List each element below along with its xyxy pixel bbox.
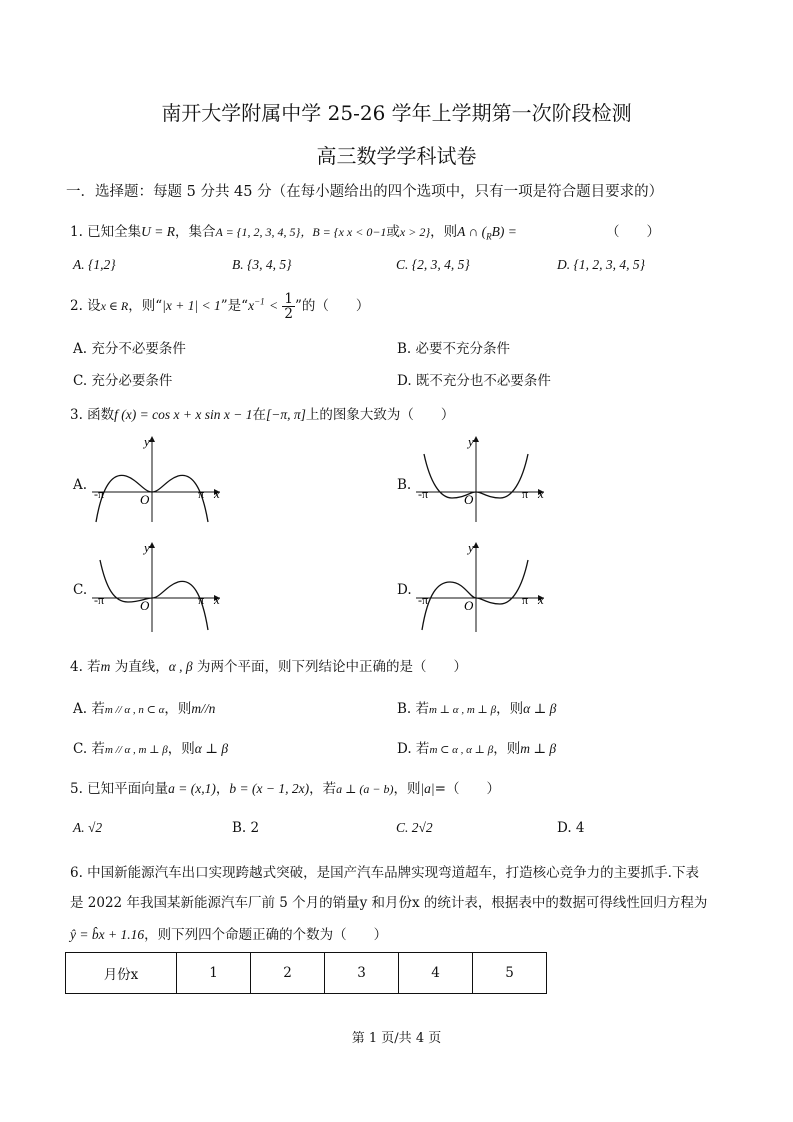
- q6-regression-eq: ŷ = b̂x + 1.16: [70, 927, 145, 942]
- q3-stem-b: 在: [252, 407, 266, 423]
- table-cell: 2: [251, 953, 325, 994]
- q6-line-1: 6. 中国新能源汽车出口实现跨越式突破，是国产汽车品牌实现弯道超车，打造核心竞争力的主要抓手.下表: [70, 865, 699, 881]
- q2-pow-sup: −1: [254, 296, 265, 307]
- q4-stem-a: 4. 若: [70, 659, 101, 675]
- q1-or: 或: [386, 224, 400, 240]
- table-cell: 4: [399, 953, 473, 994]
- graph-a-label[interactable]: A.: [73, 477, 88, 493]
- graph-c-pi: π: [198, 593, 205, 607]
- q4-d-cond: m ⊂ α , α ⊥ β: [429, 744, 494, 756]
- q2-pow: x: [248, 298, 255, 313]
- q4-b-cond: m ⊥ α , m ⊥ β: [429, 704, 497, 716]
- graph-b-x-label: x: [538, 486, 544, 501]
- graph-d-x-label: x: [538, 592, 544, 607]
- q4-a-label: A. 若: [73, 701, 105, 717]
- q1-option-a[interactable]: A. {1,2}: [73, 257, 116, 272]
- q2-option-b[interactable]: B. 必要不充分条件: [397, 341, 511, 357]
- q1-set-b: ，B = {x x < 0−1: [300, 225, 387, 239]
- q4-option-a[interactable]: [73, 697, 215, 717]
- q5-norm: |a|: [420, 781, 435, 796]
- q2-frac-num: 1: [284, 291, 293, 307]
- graph-d-origin: O: [464, 598, 474, 613]
- q4-b-then: ，则: [496, 701, 524, 717]
- graph-b-neg-pi: -π: [418, 487, 429, 501]
- q1-then: ，则: [430, 224, 458, 240]
- graph-d-label[interactable]: D.: [397, 582, 412, 598]
- q4-a-then: ，则: [164, 701, 192, 717]
- graph-a[interactable]: [86, 432, 226, 524]
- q3-stem-c: 上的图象大致为（ ）: [305, 407, 455, 423]
- graph-b[interactable]: [410, 432, 550, 524]
- q2-stem-a: 2. 设: [70, 298, 101, 314]
- graph-d-neg-pi: -π: [418, 593, 429, 607]
- q2-fraction: [282, 292, 295, 321]
- q4-c-then: ，则: [167, 741, 195, 757]
- q4-d-then: ，则: [493, 741, 521, 757]
- graph-c-y-label: y: [144, 540, 150, 555]
- question-1-stem: [70, 220, 517, 242]
- q5-option-a[interactable]: A. √2: [73, 820, 103, 835]
- q4-stem-c: 为两个平面，则下列结论中正确的是（ ）: [192, 659, 467, 675]
- q1-option-c[interactable]: C. {2, 3, 4, 5}: [396, 257, 470, 272]
- q5-stem-a: 5. 已知平面向量: [70, 781, 169, 797]
- q4-option-d[interactable]: [397, 737, 556, 757]
- q4-c-concl: α ⊥ β: [194, 741, 229, 756]
- q5-perp: a ⊥ (a − b): [336, 782, 394, 796]
- q5-option-b[interactable]: B. 2: [232, 820, 260, 836]
- q2-frac-den: 2: [284, 306, 293, 322]
- q4-c-cond: m // α , m ⊥ β: [104, 744, 168, 756]
- page-subtitle: 高三数学学科试卷: [316, 144, 477, 168]
- q4-b-label: B. 若: [397, 701, 430, 717]
- q1-stem-a: 1. 已知全集: [70, 224, 142, 240]
- graph-d[interactable]: [410, 538, 550, 634]
- graph-b-pi: π: [522, 487, 529, 501]
- q4-stem-b: 为直线，: [110, 659, 169, 675]
- table-row: [66, 953, 547, 994]
- graph-a-pi: π: [198, 487, 205, 501]
- q4-d-concl: m ⊥ β: [520, 741, 557, 756]
- graph-c-label[interactable]: C.: [73, 582, 88, 598]
- graph-c-origin: O: [140, 598, 150, 613]
- q3-interval: [−π, π]: [265, 407, 306, 422]
- q5-stem-b: ，若: [309, 781, 337, 797]
- graph-a-neg-pi: -π: [94, 487, 105, 501]
- q1-option-d[interactable]: D. {1, 2, 3, 4, 5}: [557, 257, 646, 272]
- q6-line-3-text: ，则下列四个命题正确的个数为（ ）: [144, 927, 388, 943]
- q2-abs-expr: |x + 1| < 1: [162, 298, 221, 313]
- q1-stem-b: ，集合: [175, 224, 216, 240]
- q4-d-label: D. 若: [397, 741, 430, 757]
- graph-c-x-label: x: [214, 592, 220, 607]
- graph-d-y-label: y: [468, 540, 474, 555]
- graph-a-x-label: x: [214, 486, 220, 501]
- q4-option-b[interactable]: [397, 697, 556, 717]
- q2-option-a[interactable]: A. 充分不必要条件: [73, 341, 186, 357]
- question-4-stem: [70, 655, 467, 675]
- q4-a-concl: m//n: [191, 701, 216, 716]
- q1-cond: x > 2}: [399, 225, 431, 239]
- q2-option-c[interactable]: C. 充分必要条件: [73, 373, 173, 389]
- q4-option-c[interactable]: [73, 737, 228, 757]
- q4-a-cond: m // α , n ⊂ α: [104, 704, 165, 716]
- graph-c[interactable]: [86, 538, 226, 634]
- graph-b-y-label: y: [468, 434, 474, 449]
- q4-c-label: C. 若: [73, 741, 105, 757]
- q2-stem-c: ”是“: [220, 298, 249, 314]
- q2-stem-b: ，则“: [128, 298, 163, 314]
- q4-ab: α , β: [168, 659, 193, 674]
- q1-answer-paren: （ ）: [606, 224, 660, 240]
- q1-expr2: B) =: [491, 224, 517, 239]
- q2-stem-d: ”的（ ）: [294, 298, 370, 314]
- question-5-stem: [70, 777, 500, 797]
- section-heading: 一．选择题：每题 5 分共 45 分（在每小题给出的四个选项中，只有一项是符合题目要求的）: [66, 184, 664, 200]
- q5-vec-a: a = (x,1): [168, 781, 216, 796]
- q1-universal-set: U = R: [141, 224, 176, 239]
- q6-line-3: [70, 923, 387, 943]
- graph-d-pi: π: [522, 593, 529, 607]
- q5-option-d[interactable]: D. 4: [557, 820, 585, 836]
- question-2-stem: [70, 292, 369, 321]
- table-cell: 1: [177, 953, 251, 994]
- graph-b-origin: O: [464, 492, 474, 507]
- q5-comma: ，: [215, 781, 230, 797]
- graph-c-neg-pi: -π: [94, 593, 105, 607]
- q3-function: f (x) = cos x + x sin x − 1: [114, 407, 253, 422]
- q4-b-concl: α ⊥ β: [523, 701, 557, 716]
- q1-expr: A ∩ (: [457, 224, 487, 239]
- q2-lt: <: [268, 298, 279, 313]
- question-3-stem: [70, 403, 454, 423]
- q1-option-b[interactable]: B. {3, 4, 5}: [232, 257, 292, 272]
- q5-option-c[interactable]: C. 2√2: [396, 820, 433, 835]
- table-cell: 5: [473, 953, 547, 994]
- graph-b-label[interactable]: B.: [397, 477, 412, 493]
- page-title: 南开大学附属中学 25-26 学年上学期第一次阶段检测: [161, 101, 632, 125]
- q5-stem-d: =（ ）: [434, 781, 500, 797]
- graph-a-origin: O: [140, 492, 150, 507]
- q6-data-table: [65, 952, 547, 994]
- q2-x-in-r: x ∈ R: [100, 299, 129, 313]
- q5-vec-b: b = (x − 1, 2x): [229, 781, 310, 796]
- q5-stem-c: ，则: [393, 781, 421, 797]
- q2-option-d[interactable]: D. 既不充分也不必要条件: [397, 373, 551, 389]
- page-footer: 第 1 页/共 4 页: [351, 1031, 442, 1046]
- q6-line-2: 是 2022 年我国某新能源汽车厂前 5 个月的销量y 和月份x 的统计表，根据表中的数据可得线性回归方程为: [70, 895, 708, 911]
- graph-a-y-label: y: [144, 434, 150, 449]
- table-cell: 3: [325, 953, 399, 994]
- q1-sub: R: [486, 231, 492, 242]
- q1-set-a: A = {1, 2, 3, 4, 5}: [215, 225, 301, 239]
- table-header-cell: 月份x: [66, 953, 177, 994]
- q3-stem-a: 3. 函数: [70, 407, 115, 423]
- q4-m: m: [100, 659, 111, 674]
